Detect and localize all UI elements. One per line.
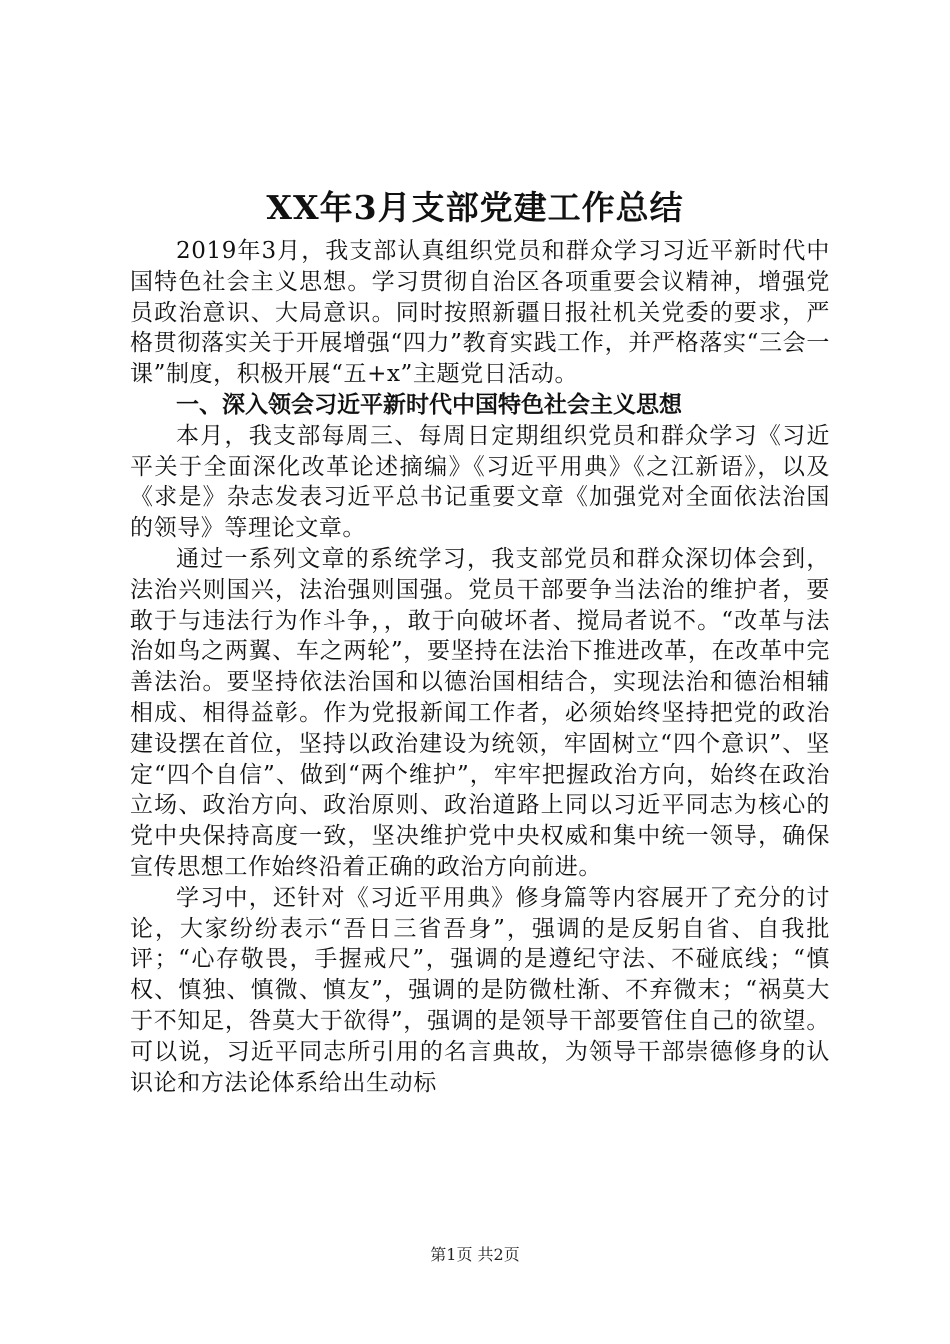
section-heading: 一、深入领会习近平新时代中国特色社会主义思想 xyxy=(176,391,682,418)
intro-paragraph: 2019年3月，我支部认真组织党员和群众学习习近平新时代中国特色社会主义思想。学习贯彻自治区各项重要会议精神，增强党员政治意识、大局意识。同时按照新疆日报社机关党委的要求，严格贯彻落实关于开展增强“四力”教育实践工作，并严格落实“三会一课”制度，积极开展“五+x”主题党日活动。 xyxy=(130,238,830,388)
discussion-paragraph: 学习中，还针对《习近平用典》修身篇等内容展开了充分的讨论，大家纷纷表示“吾日三省吾身”，强调的是反躬自省、自我批评；“心存敬畏，手握戒尺”，强调的是遵纪守法、不碰底线；“慎权、慎独、慎微、慎友”，强调的是防微杜渐、不弃微末；“祸莫大于不知足，咎莫大于欲得”，强调的是领导干部要管住自己的欲望。可以说，习近平同志所引用的名言典故，为领导干部崇德修身的认识论和方法论体系给出生动标 xyxy=(130,884,830,1096)
reflection-paragraph: 通过一系列文章的系统学习，我支部党员和群众深切体会到，法治兴则国兴，法治强则国强。党员干部要争当法治的维护者，要敢于与违法行为作斗争，，敢于向破坏者、搅局者说不。“改革与法治如鸟之两翼、车之两轮”，要坚持在法治下推进改革，在改革中完善法治。要坚持依法治国和以德治国相结合，实现法治和德治相辅相成、相得益彰。作为党报新闻工作者，必须始终坚持把党的政治建设摆在首位，坚持以政治建设为统领，牢固树立“四个意识”、坚定“四个自信”、做到“两个维护”，牢牢把握政治方向，始终在政治立场、政治方向、政治原则、政治道路上同以习近平同志为核心的党中央保持高度一致，坚决维护党中央权威和集中统一领导，确保宣传思想工作始终沿着正确的政治方向前进。 xyxy=(130,545,830,880)
document-title: XX年3月支部党建工作总结 xyxy=(266,188,684,227)
study-paragraph: 本月，我支部每周三、每周日定期组织党员和群众学习《习近平关于全面深化改革论述摘编》《习近平用典》《之江新语》，以及《求是》杂志发表习近平总书记重要文章《加强党对全面依法治国的领导》等理论文章。 xyxy=(130,422,830,542)
page-footer: 第1页 共2页 xyxy=(430,1245,520,1264)
document-body xyxy=(130,236,830,1098)
